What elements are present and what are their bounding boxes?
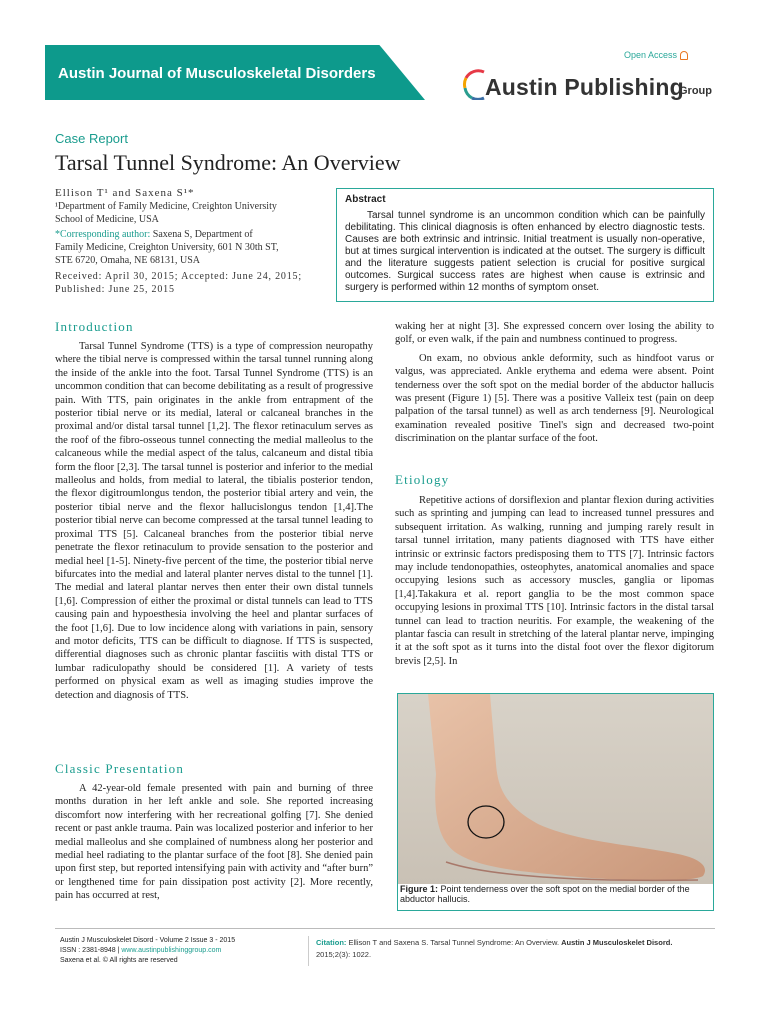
figure-caption-text: Point tenderness over the soft spot on the medial border of the abductor hallucis.	[400, 884, 690, 904]
affiliation	[55, 200, 315, 226]
introduction-heading: Introduction	[55, 319, 134, 334]
corresponding-author	[55, 228, 315, 267]
etiology-text	[395, 494, 714, 668]
footer-website-link[interactable]: www.austinpublishinggroup.com	[121, 947, 222, 954]
classic-presentation-heading: Classic Presentation	[55, 761, 185, 776]
article-type: Case Report	[55, 131, 128, 146]
austin-logo-icon	[462, 68, 486, 100]
affiliation-line-2: School of Medicine, USA	[55, 214, 159, 225]
citation-label: Citation:	[316, 938, 347, 947]
introduction-paragraph: Tarsal Tunnel Syndrome (TTS) is a type of compression neuropathy where the tibial nerve is compressed within the tarsal tunnel running along the inside of the ankle into the foot. Tarsal Tunnel Syndrome (TTS) is an uncommon condition that can become debilitating as a result of progressive pain. With TTS, pain originates in the ankle from entrapment of the posterior tibial nerve or its medial, lateral or calcaneal branches in the proximal and/or distal tarsal tunnel [1,2]. The flexor retinaculum serves as the roof of the fibro-osseous tunnel connecting the medial malleolus to the calcaneous while the medial aspect of the talus, calcaneum and distal tibia form the floor [2,3]. The tarsal tunnel is posterior and inferior to the medial malleolus and holds, from medial to lateral, the tibialis posterior tendon, the flexor digitroumlongus tendon, the posterior tibial artery and vein, the posterior tibial nerve and the flexor hallucislongus tendon [1,4].The posterior tibial nerve can become compressed at the tarsal tunnel leading to proximal TTS [5]. Calcaneal branches from the posterior tibial nerve penetrate the flexor retinaculum to provide sensation to the posterior and medial heel [1-5]. Ninety-five percent of the time, the posterior tibial nerve bifurcates into the medial and lateral planter nerves distal to the tunnel [1]. The medial and lateral plantar nerves then enter their own distal tunnels [1,6]. Compression of either the proximal or distal tunnels can lead to TTS causing pain and hypoesthesia involving the heel and plantar surfaces of the foot [1,6]. Due to low incidence along with variations in pain, sensory and motor deficits, TTS can be difficult to diagnose. If TTS is suspected, differential diagnoses such as chronic plantar fasciitis with distal TTS or lumbar radiculopathy should be considered [1]. A variety of tests performed on physical exam as well as imaging studies improve the detection and diagnosis of TTS.	[55, 341, 373, 701]
citation-journal: Austin J Musculoskelet Disord.	[561, 938, 673, 947]
etiology-paragraph: Repetitive actions of dorsiflexion and plantar flexion during activities such as sprinting and jumping can lead to increased tunnel pressures and subsequent irritation. As walking, running and jumping rarely result in tarsal tunnel irritation, many patients diagnosed with TTS have either intrinsic or extrinsic factors predisposing them to TTS [7]. Intrinsic factors may include tendonopathies, osteophytes, anatomical anomalies and space occupying lesions such as accessory muscles, ganglia or lipomas [1,4].Takakura et al. report ganglia to be the most common space occupying lesions in proximal TTS [10]. Intrinsic factors in the distal tarsal tunnel can lead to traction neuritis. For example, the weakening of the plantar fascia can result in stretching of the lateral plantar nerve, impinging it at the soft spot as it turns into the distal foot over the flexor digitorum brevis [2,5]. In	[395, 495, 714, 667]
publisher-name: Austin Publishing	[485, 74, 684, 100]
open-lock-icon	[680, 51, 688, 60]
introduction-text	[55, 340, 373, 702]
dates-line-2: Published: June 25, 2015	[55, 284, 175, 295]
etiology-heading: Etiology	[395, 472, 450, 487]
corresponding-line-3: STE 6720, Omaha, NE 68131, USA	[55, 255, 200, 266]
figure-label: Figure 1:	[400, 884, 439, 894]
article-title: Tarsal Tunnel Syndrome: An Overview	[55, 150, 401, 175]
footer-copyright: Saxena et al. © All rights are reserved	[60, 957, 178, 964]
abstract-box	[336, 188, 714, 302]
right-column-top	[395, 320, 714, 446]
footer-left	[60, 936, 235, 966]
figure-caption	[400, 884, 710, 904]
footer-divider	[308, 936, 309, 966]
citation-ref: 2015;2(3): 1022.	[316, 950, 372, 959]
dates-line-1: Received: April 30, 2015; Accepted: June 24, 2015;	[55, 271, 302, 282]
authors: Ellison T¹ and Saxena S¹*	[55, 187, 195, 199]
footer-rule	[55, 928, 715, 929]
exam-paragraph: On exam, no obvious ankle deformity, such as hindfoot varus or valgus, was appreciated. Ankle erythema and edema were absent. Point tenderness over the soft spot on the medial border of the abductor hallucis was present (Figure 1) [5]. There was a positive Valleix test (pain on deep palpation of the tarsal tunnel) as well as arch tenderness [9]. Neurological examination revealed positive Tinel's sign and decreased two-point discrimination on the plantar surface of the foot.	[395, 352, 714, 445]
open-access-label: Open Access	[624, 50, 688, 60]
corresponding-line-1: Saxena S, Department of	[150, 229, 253, 240]
classic-paragraph: A 42-year-old female presented with pain and burning of three months duration in her left ankle and sole. She reported increasing discomfort now interfering with her recreational golfing [7]. She denied recent or past ankle trauma. Pain was localized posterior and inferior to her medial malleolus and she complained of numbness along her posterior and medial heel radiating to the plantar surface of the foot [8]. She denied pain upon first step, but reported intensifying pain with activity and “after burn” or lengthened time for pain dissipation post activity [2]. More recently, pain has occurred at rest,	[55, 783, 373, 902]
corresponding-line-2: Family Medicine, Creighton University, 601 N 30th ST,	[55, 242, 279, 253]
footer-issn: ISSN : 2381-8948 |	[60, 947, 122, 954]
abstract-text: Tarsal tunnel syndrome is an uncommon condition which can be painfully debilitating. This clinical diagnosis is often enhanced by electro diagnostic tests. Causes are both extrinsic and intrinsic. Initial treatment is usually non-operative, but at times surgical intervention is indicated at the outset. The surgery is difficult and the literature suggests patient selection is crucial for positive surgical outcomes. Surgical success rates are highest when cause is extrinsic and surgery is performed within 12 months of symptom onset.	[345, 210, 705, 293]
classic-continued: waking her at night [3]. She expressed concern over losing the ability to golf, or even walk, if the pain and numbness continued to progress.	[395, 321, 714, 346]
publisher-suffix: Group	[679, 85, 712, 97]
affiliation-line-1: ¹Department of Family Medicine, Creighton University	[55, 201, 277, 212]
classic-presentation-text	[55, 782, 373, 903]
foot-photo	[398, 694, 714, 884]
abstract-heading: Abstract	[345, 194, 386, 205]
figure-1	[397, 693, 714, 911]
footer-citation	[316, 937, 714, 961]
journal-title: Austin Journal of Musculoskeletal Disorders	[58, 65, 376, 82]
footer-journal: Austin J Musculoskelet Disord - Volume 2 Issue 3 - 2015	[60, 937, 236, 944]
citation-text: Ellison T and Saxena S. Tarsal Tunnel Syndrome: An Overview.	[346, 938, 562, 947]
dates	[55, 270, 315, 296]
corresponding-label: *Corresponding author:	[55, 229, 151, 240]
